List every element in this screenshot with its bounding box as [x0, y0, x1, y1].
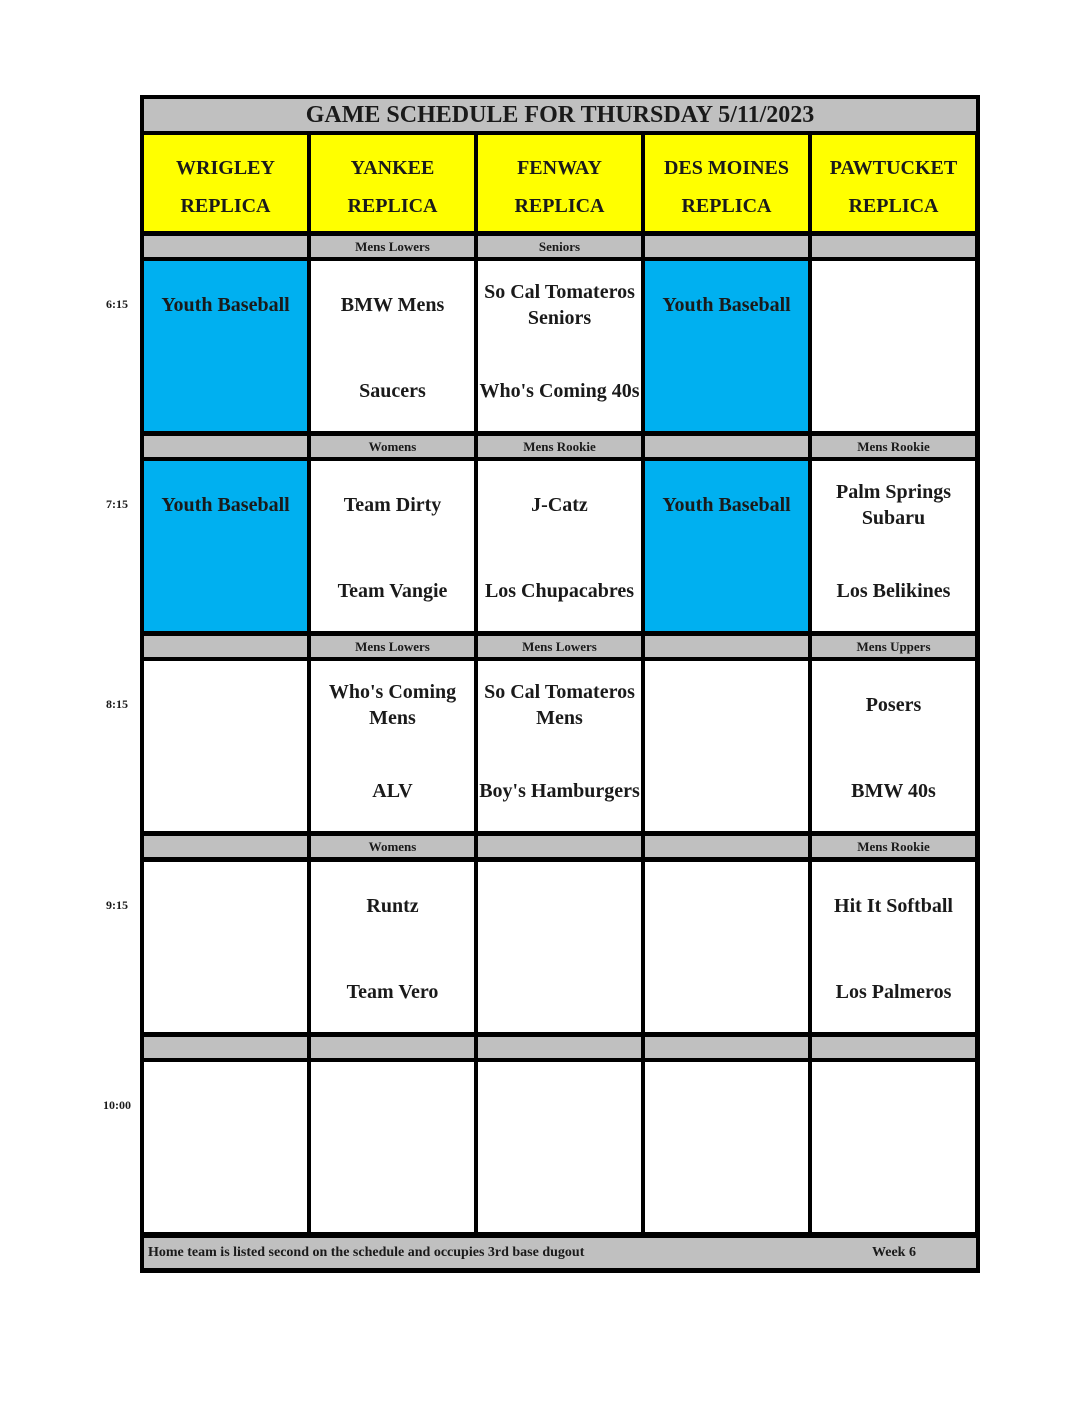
venue-name: WRIGLEY — [176, 157, 275, 179]
division-label: Mens Rookie — [812, 836, 975, 857]
visitor-team — [144, 1080, 307, 1132]
venue-name: YANKEE — [350, 157, 435, 179]
visitor-team — [311, 1080, 474, 1132]
game-cell — [311, 261, 474, 431]
visitor-team — [645, 880, 808, 932]
game-cell — [812, 461, 975, 631]
home-team: Who's Coming 40s — [479, 380, 640, 402]
schedule-title: GAME SCHEDULE FOR THURSDAY 5/11/2023 — [144, 99, 976, 131]
game-cell — [144, 461, 307, 631]
division-label — [812, 1037, 975, 1058]
venue-subtitle: REPLICA — [681, 195, 772, 217]
home-team — [478, 966, 641, 1018]
time-label: 10:00 — [103, 1098, 131, 1112]
division-label — [144, 836, 307, 857]
visitor-team — [645, 1080, 808, 1132]
game-cell — [478, 661, 641, 831]
division-label — [645, 236, 808, 257]
home-team — [645, 765, 808, 817]
game-cell — [645, 862, 808, 1032]
venue-name: PAWTUCKET — [829, 157, 958, 179]
division-label — [645, 836, 808, 857]
visitor-team — [645, 679, 808, 731]
home-team — [645, 1166, 808, 1218]
home-team: Boy's Hamburgers — [479, 780, 640, 802]
visitor-team: Youth Baseball — [662, 294, 791, 316]
visitor-team: J-Catz — [531, 494, 588, 516]
home-team — [144, 365, 307, 417]
home-team: Los Belikines — [836, 580, 951, 602]
game-cell — [645, 661, 808, 831]
home-team — [311, 1166, 474, 1218]
venue-header — [144, 135, 307, 231]
home-team: Saucers — [359, 380, 426, 402]
division-label — [812, 236, 975, 257]
game-cell — [144, 261, 307, 431]
home-team: BMW 40s — [851, 780, 936, 802]
division-label — [311, 1037, 474, 1058]
visitor-team: So Cal Tomateros Seniors — [484, 281, 635, 329]
game-cell — [478, 862, 641, 1032]
home-team — [812, 1166, 975, 1218]
home-team — [645, 966, 808, 1018]
footer-bar — [144, 1238, 976, 1268]
division-label: Mens Rookie — [478, 436, 641, 457]
home-team: Team Vangie — [337, 580, 448, 602]
game-cell — [478, 261, 641, 431]
schedule-sheet — [140, 95, 980, 1273]
game-cell — [812, 862, 975, 1032]
division-label — [645, 436, 808, 457]
venue-subtitle: REPLICA — [347, 195, 438, 217]
visitor-team: Runtz — [366, 895, 419, 917]
time-label: 8:15 — [106, 697, 128, 711]
division-label — [144, 236, 307, 257]
venue-header — [812, 135, 975, 231]
visitor-team: Hit It Softball — [834, 895, 953, 917]
game-cell — [311, 461, 474, 631]
footer-note: Home team is listed second on the schedule and occupies 3rd base dugout — [148, 1245, 585, 1260]
division-label — [144, 1037, 307, 1058]
visitor-team — [812, 1080, 975, 1132]
game-cell — [144, 862, 307, 1032]
home-team: Team Vero — [346, 981, 439, 1003]
game-cell — [478, 1062, 641, 1232]
game-cell — [311, 661, 474, 831]
venue-subtitle: REPLICA — [514, 195, 605, 217]
game-cell — [812, 661, 975, 831]
venue-header — [311, 135, 474, 231]
home-team — [645, 365, 808, 417]
home-team: Los Palmeros — [835, 981, 952, 1003]
division-label: Mens Rookie — [812, 436, 975, 457]
venue-header — [478, 135, 641, 231]
visitor-team — [478, 880, 641, 932]
time-label: 9:15 — [106, 898, 128, 912]
visitor-team: Posers — [865, 694, 922, 716]
visitor-team: Youth Baseball — [161, 294, 290, 316]
time-label: 6:15 — [106, 297, 128, 311]
division-label: Womens — [311, 836, 474, 857]
game-cell — [311, 862, 474, 1032]
game-cell — [144, 661, 307, 831]
game-cell — [645, 461, 808, 631]
game-cell — [812, 261, 975, 431]
division-label: Mens Lowers — [478, 636, 641, 657]
venue-name: FENWAY — [517, 157, 602, 179]
visitor-team: Palm Springs Subaru — [835, 481, 952, 529]
division-label — [478, 836, 641, 857]
division-label: Mens Lowers — [311, 636, 474, 657]
home-team: ALV — [372, 780, 413, 802]
venue-name: DES MOINES — [663, 157, 790, 179]
visitor-team — [478, 1080, 641, 1132]
division-label: Seniors — [478, 236, 641, 257]
division-label: Womens — [311, 436, 474, 457]
venue-subtitle: REPLICA — [848, 195, 939, 217]
visitor-team: BMW Mens — [340, 294, 445, 316]
visitor-team — [144, 880, 307, 932]
division-label: Mens Lowers — [311, 236, 474, 257]
visitor-team: Youth Baseball — [161, 494, 290, 516]
home-team — [478, 1166, 641, 1218]
division-label — [144, 436, 307, 457]
division-label — [645, 1037, 808, 1058]
division-label — [645, 636, 808, 657]
game-cell — [645, 261, 808, 431]
game-cell — [311, 1062, 474, 1232]
home-team — [144, 565, 307, 617]
home-team — [144, 966, 307, 1018]
home-team — [144, 765, 307, 817]
visitor-team: Team Dirty — [343, 494, 442, 516]
home-team — [144, 1166, 307, 1218]
visitor-team: Who's Coming Mens — [328, 681, 457, 729]
division-label: Mens Uppers — [812, 636, 975, 657]
division-label — [478, 1037, 641, 1058]
visitor-team: Youth Baseball — [662, 494, 791, 516]
visitor-team — [144, 679, 307, 731]
visitor-team — [812, 279, 975, 331]
venue-header — [645, 135, 808, 231]
division-label — [144, 636, 307, 657]
home-team — [645, 565, 808, 617]
visitor-team: So Cal Tomateros Mens — [484, 681, 635, 729]
week-label: Week 6 — [872, 1245, 916, 1260]
venue-subtitle: REPLICA — [180, 195, 271, 217]
home-team — [812, 365, 975, 417]
game-cell — [478, 461, 641, 631]
game-cell — [645, 1062, 808, 1232]
time-label: 7:15 — [106, 497, 128, 511]
home-team: Los Chupacabres — [484, 580, 635, 602]
game-cell — [812, 1062, 975, 1232]
game-cell — [144, 1062, 307, 1232]
